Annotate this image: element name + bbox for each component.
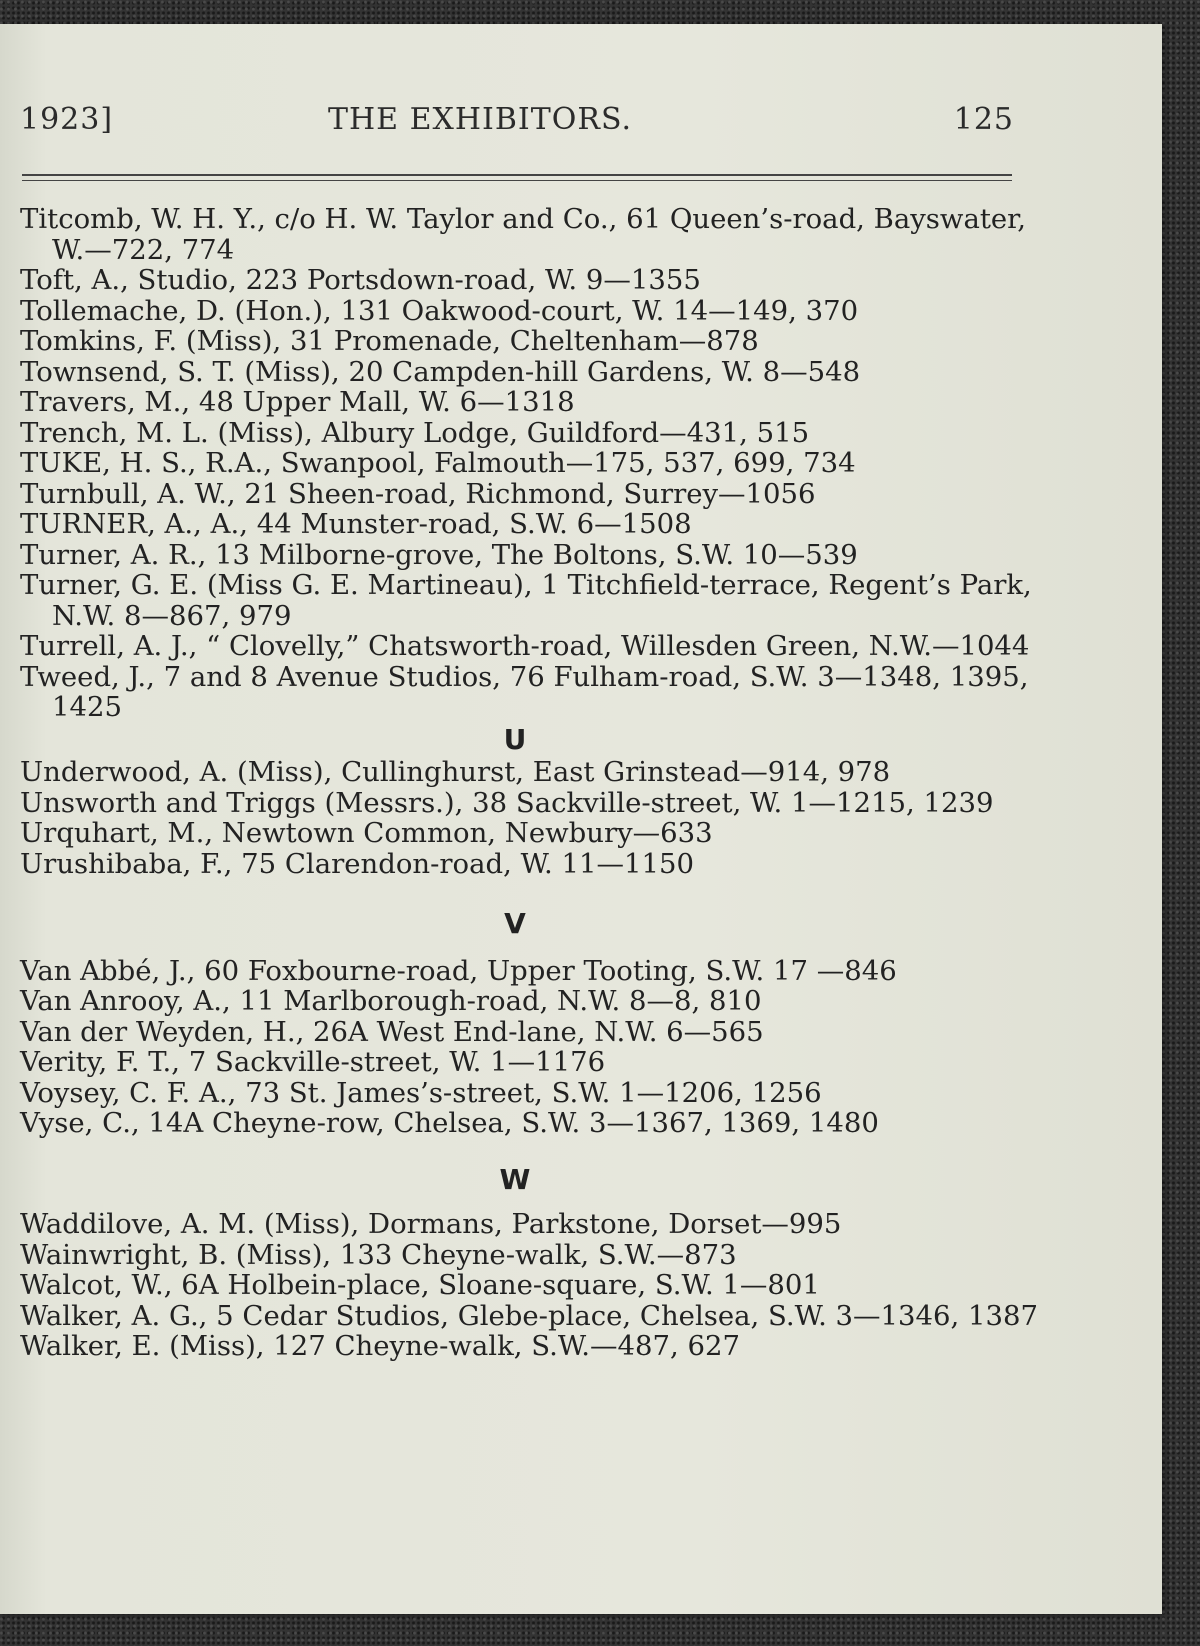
exhibitor-entry: Townsend, S. T. (Miss), 20 Campden-hill Gardens, W. 8—548 — [20, 355, 861, 388]
exhibitor-entry: Tollemache, D. (Hon.), 131 Oakwood-court, W. 14—149, 370 — [20, 294, 859, 327]
exhibitor-entry: Verity, F. T., 7 Sackville-street, W. 1—1176 — [20, 1046, 606, 1078]
exhibitor-entry: Waddilove, A. M. (Miss), Dormans, Parkstone, Dorset—995 — [20, 1208, 842, 1240]
page-number: 125 — [953, 102, 1014, 137]
header-title: THE EXHIBITORS. — [328, 102, 632, 137]
exhibitor-entry: Walcot, W., 6A Holbein-place, Sloane-square, S.W. 1—801 — [20, 1269, 820, 1301]
exhibitor-entry: TURNER, A., A., 44 Munster-road, S.W. 6—1508 — [20, 508, 692, 540]
exhibitor-entry: Turner, A. R., 13 Milborne-grove, The Boltons, S.W. 10—539 — [20, 538, 858, 571]
exhibitor-entry: Urquhart, M., Newtown Common, Newbury—633 — [20, 817, 713, 849]
section-v — [20, 956, 1020, 1139]
exhibitor-entry: Urushibaba, F., 75 Clarendon-road, W. 11—1150 — [20, 847, 695, 880]
exhibitor-list — [20, 203, 1038, 1362]
section-w — [20, 1208, 1038, 1362]
exhibitor-entry: Walker, E. (Miss), 127 Cheyne-walk, S.W.—487, 627 — [20, 1330, 740, 1362]
header-rule-thick — [22, 174, 1012, 176]
section-heading-u: U — [503, 722, 527, 756]
section-heading-w: W — [499, 1162, 531, 1196]
exhibitor-entry: Titcomb, W. H. Y., c/o H. W. Taylor and Co., 61 Queen’s-road, Bayswater, W.—722, 774 — [20, 203, 1027, 266]
exhibitor-entry: Turnbull, A. W., 21 Sheen-road, Richmond, Surrey—1056 — [20, 477, 816, 510]
book-page — [0, 24, 1162, 1614]
exhibitor-entry: Van der Weyden, H., 26A West End-lane, N.W. 6—565 — [20, 1015, 764, 1048]
running-head — [20, 102, 1014, 154]
exhibitor-entry: Trench, M. L. (Miss), Albury Lodge, Guildford—431, 515 — [20, 416, 810, 449]
exhibitor-entry: Vyse, C., 14A Cheyne-row, Chelsea, S.W. 3—1367, 1369, 1480 — [20, 1107, 879, 1139]
exhibitor-entry: Van Abbé, J., 60 Foxbourne-road, Upper Tooting, S.W. 17 —846 — [20, 954, 897, 987]
exhibitor-entry: Toft, A., Studio, 223 Portsdown-road, W. 9—1355 — [20, 264, 701, 296]
exhibitor-entry: Walker, A. G., 5 Cedar Studios, Glebe-place, Chelsea, S.W. 3—1346, 1387 — [20, 1299, 1038, 1332]
exhibitor-entry: Unsworth and Triggs (Messrs.), 38 Sackville-street, W. 1—1215, 1239 — [20, 786, 994, 819]
exhibitor-entry: Wainwright, B. (Miss), 133 Cheyne-walk, S.W.—873 — [20, 1238, 737, 1271]
header-rule-thin — [22, 180, 1012, 181]
exhibitor-entry: Tweed, J., 7 and 8 Avenue Studios, 76 Fulham-road, S.W. 3—1348, 1395, 1425 — [20, 660, 1029, 723]
exhibitor-entry: Van Anrooy, A., 11 Marlborough-road, N.W. 8—8, 810 — [20, 985, 762, 1017]
exhibitor-entry: Travers, M., 48 Upper Mall, W. 6—1318 — [20, 386, 575, 418]
section-heading-v: V — [504, 907, 526, 940]
exhibitor-entry: Voysey, C. F. A., 73 St. James’s-street, S.W. 1—1206, 1256 — [20, 1076, 822, 1109]
section-u — [20, 757, 1020, 879]
exhibitor-entry: Turner, G. E. (Miss G. E. Martineau), 1 Titchfield-terrace, Regent’s Park, N.W. 8—867, 979 — [20, 569, 1032, 632]
section-t — [20, 203, 1032, 723]
exhibitor-entry: Underwood, A. (Miss), Cullinghurst, East Grinstead—914, 978 — [20, 756, 891, 788]
header-year: 1923] — [20, 102, 114, 137]
exhibitor-entry: Tomkins, F. (Miss), 31 Promenade, Cheltenham—878 — [20, 325, 759, 357]
exhibitor-entry: Turrell, A. J., “ Clovelly,” Chatsworth-road, Willesden Green, N.W.—1044 — [20, 630, 1030, 662]
exhibitor-entry: TUKE, H. S., R.A., Swanpool, Falmouth—175, 537, 699, 734 — [20, 447, 856, 479]
